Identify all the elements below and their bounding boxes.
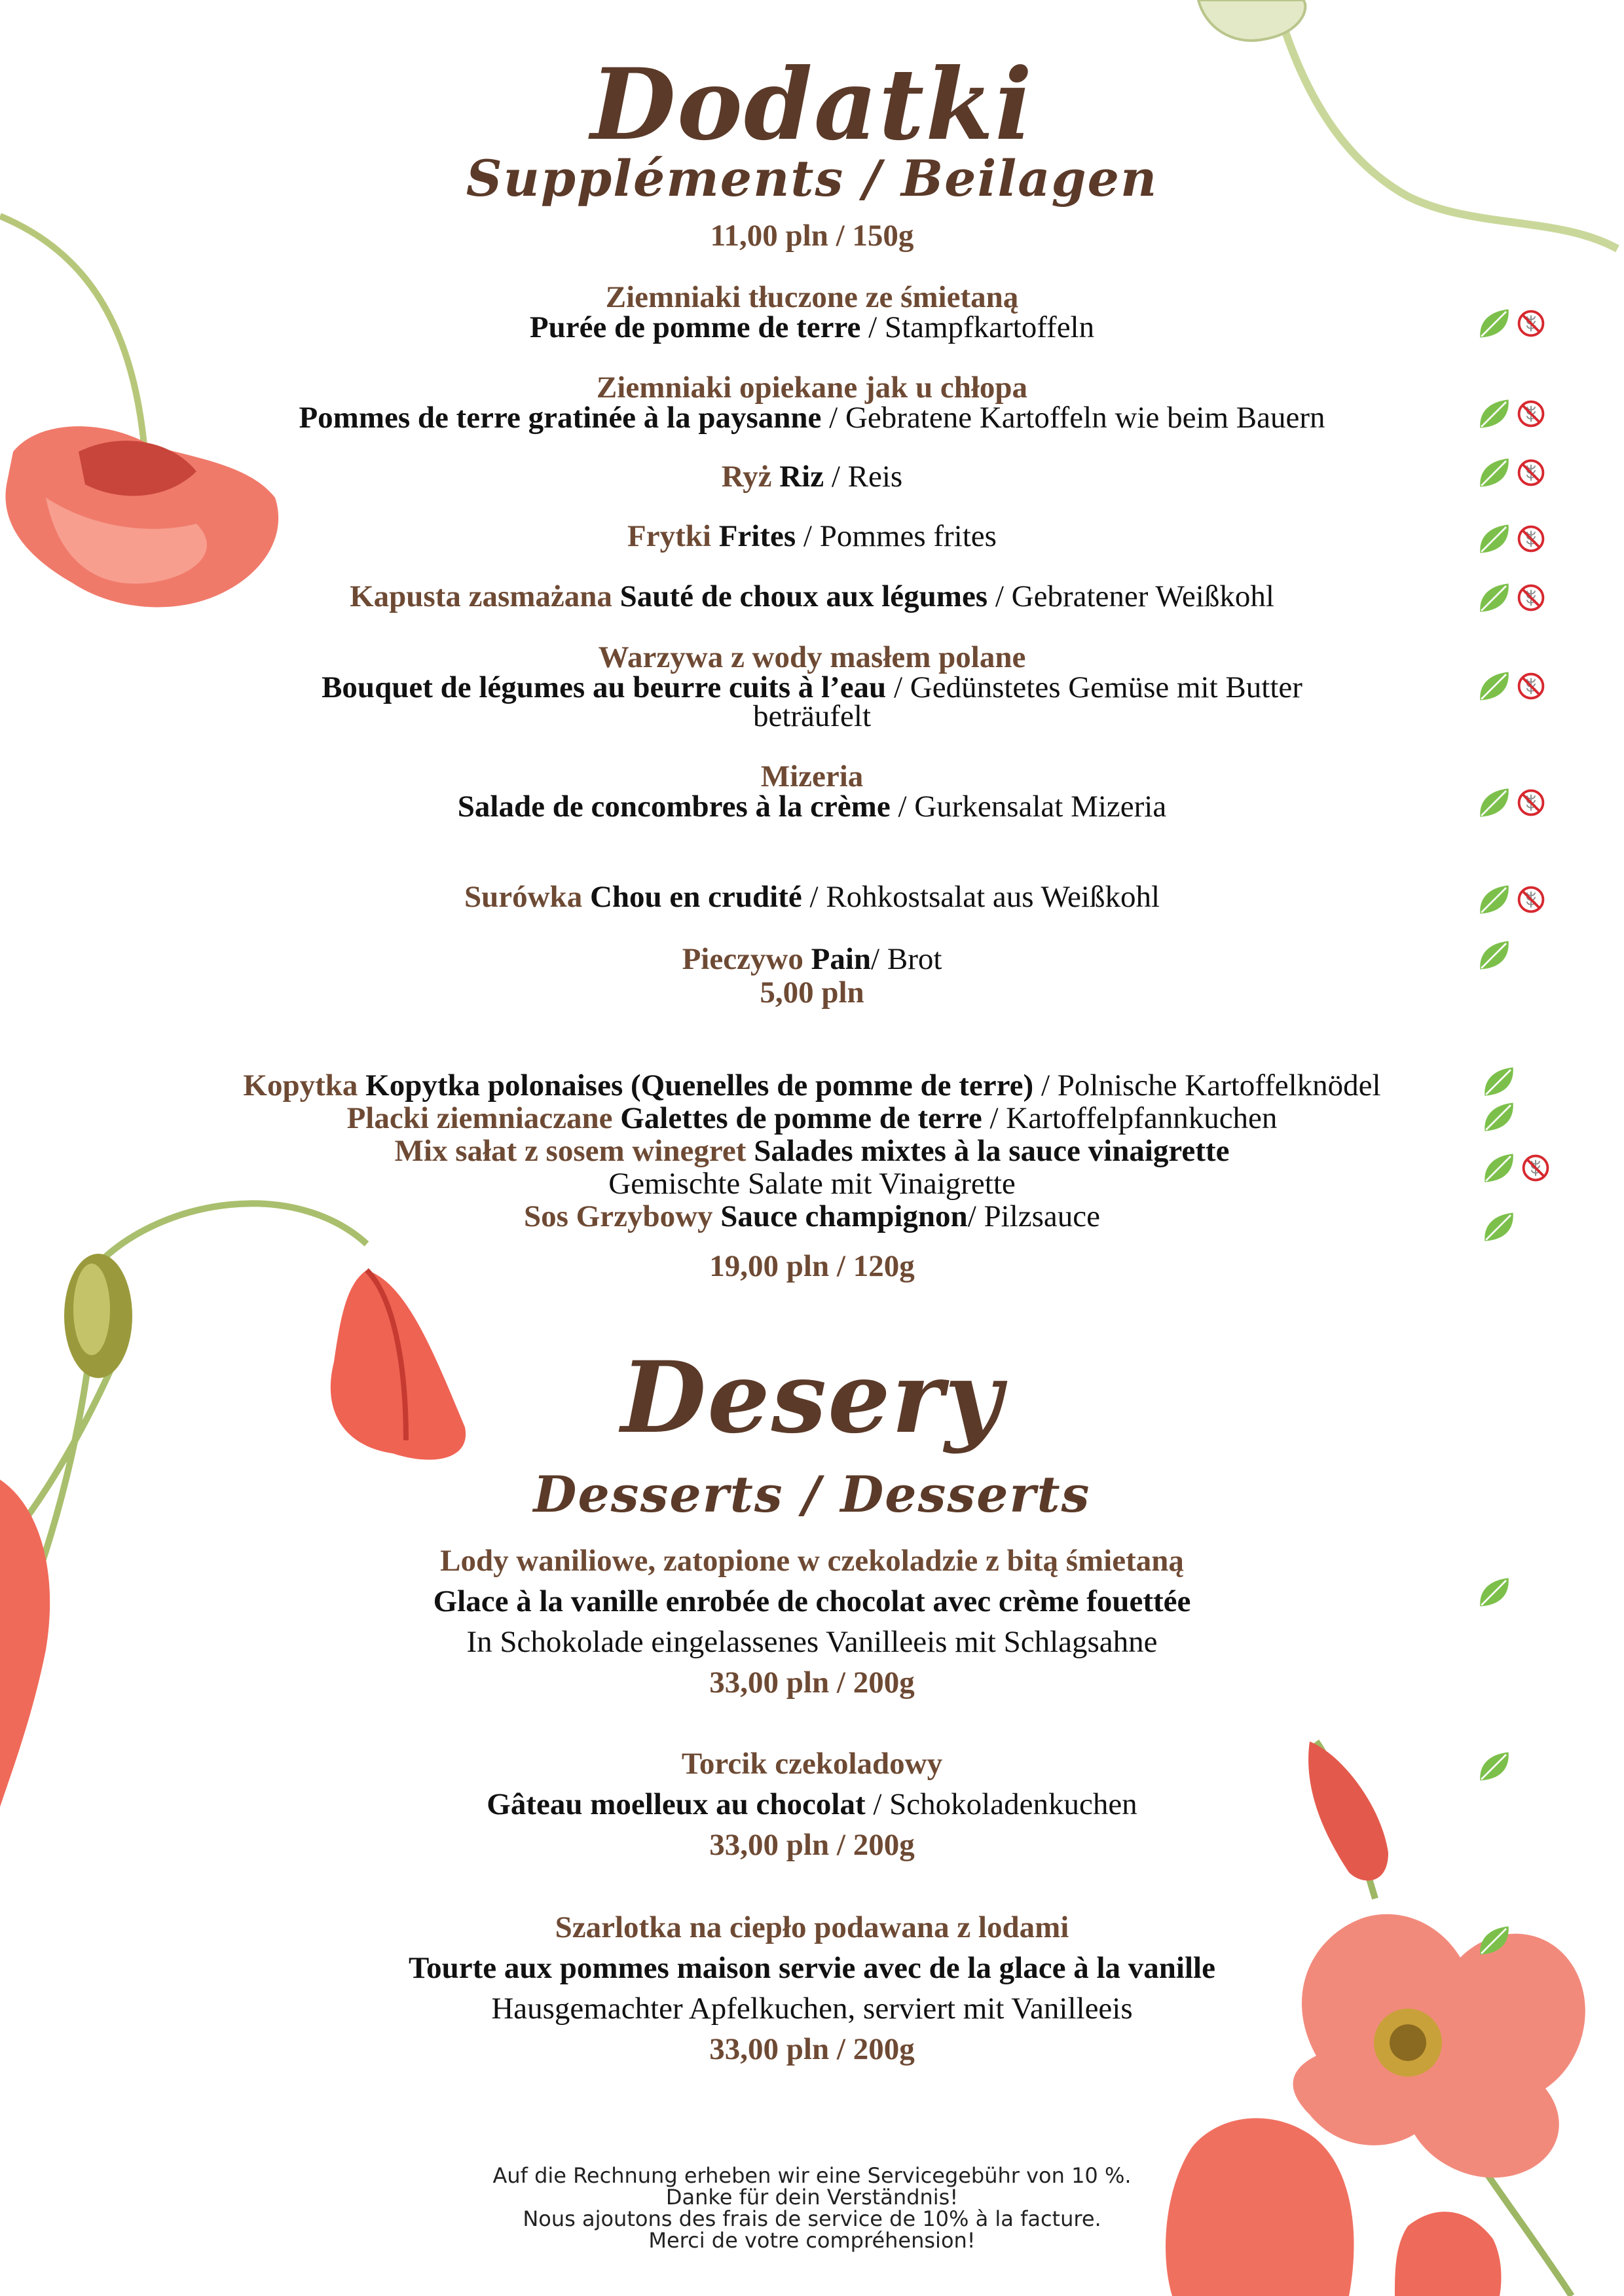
diet-icons-row [1477, 578, 1546, 617]
dessert-2-fr: Tourte aux pommes maison servie avec de la glace à la vanille [409, 1951, 1215, 1985]
leaf-icon [1477, 1923, 1512, 1958]
menu-item-4: Kapusta zasmażana Sauté de choux aux légumes / Gebratener Weißkohl [350, 579, 1274, 613]
menu-group2-item-1: Placki ziemniaczane Galettes de pomme de terre / Kartoffelpfannkuchen [346, 1101, 1278, 1135]
menu-item-6-translation: Salade de concombres à la crème / Gurkensalat Mizeria [457, 790, 1167, 824]
footer-thanks-fr: Merci de votre compréhension! [648, 2228, 976, 2253]
leaf-icon [1477, 396, 1512, 431]
leaf-icon [1481, 1150, 1517, 1186]
no-gluten-icon [1516, 308, 1546, 338]
supplements-price: 11,00 pln / 150g [710, 219, 914, 253]
menu-item-5-pl: Warzywa z wody masłem polane [598, 640, 1026, 674]
leaf-icon [1477, 306, 1512, 341]
diet-icons-row [1481, 1062, 1517, 1101]
menu-group2-price: 19,00 pln / 120g [709, 1249, 915, 1283]
menu-item-1-translation: Pommes de terre gratinée à la paysanne / Gebratene Kartoffeln wie beim Bauern [299, 401, 1325, 435]
diet-icons-row [1481, 1148, 1551, 1188]
diet-icons-row [1481, 1207, 1517, 1247]
menu-item-6-pl: Mizeria [760, 759, 864, 793]
leaf-icon [1481, 1209, 1517, 1245]
section-subtitle-supplements: Suppléments / Beilagen [466, 149, 1158, 208]
diet-icons-row [1477, 783, 1546, 822]
menu-group2-item-3: Sos Grzybowy Sauce champignon/ Pilzsauce [524, 1199, 1100, 1233]
diet-icons-row [1477, 936, 1512, 975]
diet-icons-row [1477, 394, 1546, 433]
leaf-icon [1477, 580, 1512, 615]
dessert-1-pl: Torcik czekoladowy [681, 1747, 943, 1781]
no-gluten-icon [1516, 884, 1546, 915]
menu-item-0-translation: Purée de pomme de terre / Stampfkartoffeln [529, 310, 1095, 344]
leaf-icon [1477, 1749, 1512, 1784]
leaf-icon [1477, 785, 1512, 820]
leaf-icon [1477, 1575, 1512, 1610]
leaf-icon [1477, 938, 1512, 973]
no-gluten-icon [1516, 524, 1546, 554]
leaf-icon [1481, 1064, 1517, 1099]
leaf-icon [1477, 521, 1512, 556]
diet-icons-row [1477, 880, 1546, 919]
menu-group2-item-2-translation: Gemischte Salate mit Vinaigrette [608, 1167, 1016, 1201]
menu-group2-item-2: Mix sałat z sosem winegret Salades mixtes à la sauce vinaigrette [394, 1134, 1230, 1168]
no-gluten-icon [1516, 583, 1546, 613]
menu-item-2: Ryż Riz / Reis [721, 460, 903, 494]
dessert-2-price: 33,00 pln / 200g [709, 2032, 915, 2066]
no-gluten-icon [1516, 788, 1546, 818]
menu-item-5-translation: Bouquet de légumes au beurre cuits à l’eau / Gedünstetes Gemüse mit Butter [322, 670, 1302, 704]
dessert-1-translation: Gâteau moelleux au chocolat / Schokoladenkuchen [487, 1787, 1137, 1821]
diet-icons-row [1477, 519, 1546, 558]
no-gluten-icon [1516, 671, 1546, 701]
leaf-icon [1477, 882, 1512, 917]
diet-icons-row [1477, 1573, 1512, 1612]
diet-icons-row [1477, 304, 1546, 343]
dessert-0-fr: Glace à la vanille enrobée de chocolat avec crème fouettée [433, 1584, 1191, 1618]
dessert-2-pl: Szarlotka na ciepło podawana z lodami [555, 1910, 1069, 1944]
leaf-icon [1481, 1099, 1517, 1135]
dessert-1-price: 33,00 pln / 200g [709, 1828, 915, 1862]
menu-item-3: Frytki Frites / Pommes frites [627, 519, 997, 553]
menu-item-0-pl: Ziemniaki tłuczone ze śmietaną [605, 280, 1019, 314]
diet-icons-row [1477, 1921, 1512, 1960]
no-gluten-icon [1521, 1153, 1551, 1183]
menu-item-8-price: 5,00 pln [760, 975, 864, 1010]
menu-group2-item-0: Kopytka Kopytka polonaises (Quenelles de pomme de terre) / Polnische Kartoffelknödel [243, 1068, 1381, 1102]
no-gluten-icon [1516, 458, 1546, 488]
section-title-desserts: Desery [621, 1340, 1003, 1455]
section-title-supplements: Dodatki [590, 47, 1034, 162]
no-gluten-icon [1516, 399, 1546, 429]
diet-icons-row [1477, 453, 1546, 492]
dessert-0-de: In Schokolade eingelassenes Vanilleeis mit Schlagsahne [466, 1625, 1158, 1659]
section-subtitle-desserts: Desserts / Desserts [533, 1465, 1091, 1523]
menu-item-1-pl: Ziemniaki opiekane jak u chłopa [596, 371, 1028, 405]
leaf-icon [1477, 455, 1512, 490]
dessert-2-de: Hausgemachter Apfelkuchen, serviert mit Vanilleeis [491, 1992, 1133, 2026]
diet-icons-row [1477, 1747, 1512, 1786]
leaf-icon [1477, 668, 1512, 704]
dessert-0-price: 33,00 pln / 200g [709, 1666, 915, 1700]
footer-service-fr: Nous ajoutons des frais de service de 10% à la facture. [523, 2206, 1101, 2231]
diet-icons-row [1481, 1097, 1517, 1137]
menu-item-7: Surówka Chou en crudité / Rohkostsalat aus Weißkohl [464, 880, 1160, 914]
menu-item-8: Pieczywo Pain/ Brot [682, 942, 942, 976]
diet-icons-row [1477, 666, 1546, 706]
footer-thanks-de: Danke für dein Verständnis! [665, 2185, 959, 2210]
dessert-0-pl: Lody waniliowe, zatopione w czekoladzie z bitą śmietaną [440, 1544, 1184, 1578]
menu-item-5-translation-cont: beträufelt [752, 699, 872, 733]
footer-service-de: Auf die Rechnung erheben wir eine Servicegebühr von 10 %. [492, 2163, 1132, 2188]
